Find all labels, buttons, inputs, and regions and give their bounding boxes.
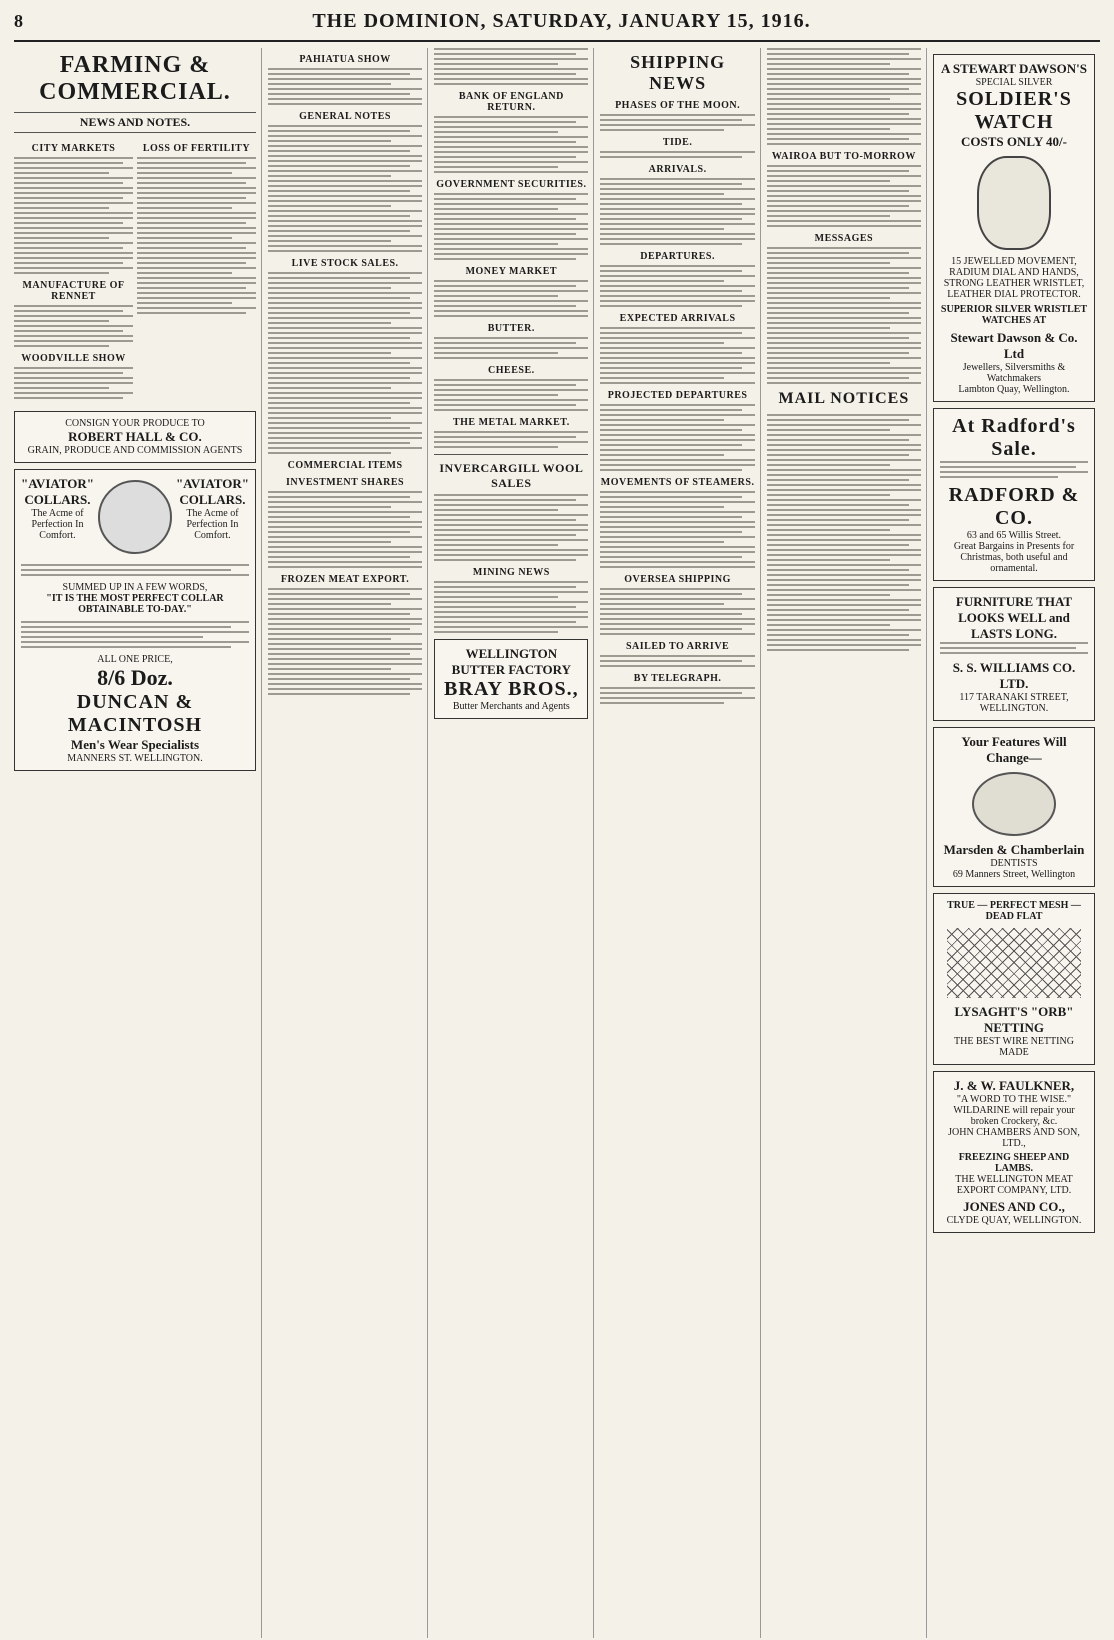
column-2 — [268, 48, 428, 1638]
overseas-heading: OVERSEA SHIPPING — [624, 574, 731, 585]
rennet-heading: MANUFACTURE OF RENNET — [22, 280, 125, 302]
misc-ads — [933, 1071, 1095, 1233]
special-silver: SPECIAL SILVER — [975, 77, 1053, 88]
column-5 — [767, 48, 927, 1638]
manners-st: 69 Manners Street, Wellington — [952, 869, 1076, 880]
frozen-meat-heading: FROZEN MEAT EXPORT. — [280, 574, 410, 585]
soldiers-watch: SOLDIER'S WATCH — [956, 88, 1072, 133]
great-bargains: Great Bargains in Presents for Christmas, both useful and ornamental. — [953, 541, 1075, 574]
netting-illustration — [947, 928, 1080, 998]
clyde: CLYDE QUAY, WELLINGTON. — [946, 1215, 1082, 1226]
arrivals-heading: ARRIVALS. — [648, 164, 707, 175]
bray-bros: BRAY BROS., — [444, 678, 579, 700]
column-6-ads — [933, 48, 1100, 1638]
grain-text: GRAIN, PRODUCE AND COMMISSION AGENTS — [27, 445, 243, 456]
govt-securities-heading: GOVERNMENT SECURITIES. — [436, 179, 587, 190]
meat-export: THE WELLINGTON MEAT EXPORT COMPANY, LTD. — [955, 1174, 1073, 1196]
projected-heading: PROJECTED DEPARTURES — [607, 390, 748, 401]
summed-text: SUMMED UP IN A FEW WORDS, — [62, 582, 208, 593]
expected-heading: EXPECTED ARRIVALS — [619, 313, 736, 324]
costs-only: COSTS ONLY 40/- — [961, 134, 1067, 149]
live-stock-heading: LIVE STOCK SALES. — [291, 258, 399, 269]
jones: JONES AND CO., — [963, 1199, 1065, 1214]
lysaght-ad — [933, 893, 1095, 1065]
dentists: DENTISTS — [990, 858, 1038, 869]
section-title: FARMING & COMMERCIAL. — [39, 52, 231, 105]
movements-heading: MOVEMENTS OF STEAMERS. — [600, 477, 755, 488]
radford-name: RADFORD & CO. — [948, 484, 1080, 529]
stewart-heading: A STEWART DAWSON'S — [941, 61, 1087, 76]
butter-factory-title: WELLINGTON BUTTER FACTORY — [451, 646, 571, 677]
moon-heading: PHASES OF THE MOON. — [615, 100, 741, 111]
wildarine: WILDARINE will repair your broken Crockery, &c. — [953, 1105, 1075, 1127]
money-market-heading: MONEY MARKET — [465, 266, 558, 277]
fertility-heading: LOSS OF FERTILITY — [142, 143, 251, 154]
one-price: ALL ONE PRICE, — [97, 654, 173, 665]
bank-heading: BANK OF ENGLAND RETURN. — [458, 91, 564, 113]
stewart-dawson-ad — [933, 54, 1095, 402]
metal-heading: THE METAL MARKET. — [452, 417, 570, 428]
column-3 — [434, 48, 594, 1638]
face-illustration — [972, 772, 1056, 836]
superior-text: SUPERIOR SILVER WRISTLET WATCHES AT — [940, 304, 1088, 326]
collar-illustration — [98, 480, 172, 554]
radford-ad — [933, 408, 1095, 581]
cheese-heading: CHEESE. — [488, 365, 535, 376]
furniture-title: FURNITURE THAT LOOKS WELL and LASTS LONG. — [955, 594, 1073, 641]
page-number: 8 — [14, 11, 23, 31]
aviator-right-title: "AVIATOR" COLLARS. — [175, 476, 249, 507]
radford-title: At Radford's Sale. — [952, 415, 1076, 460]
jewellers: Jewellers, Silversmiths & Watchmakers — [962, 362, 1066, 384]
aviator-collars-ad — [14, 469, 256, 771]
marsden: Marsden & Chamberlain — [943, 842, 1085, 857]
general-notes-heading: GENERAL NOTES — [299, 111, 391, 122]
column-4 — [600, 48, 760, 1638]
telegraph-heading: BY TELEGRAPH. — [633, 673, 722, 684]
masthead-title: THE DOMINION, SATURDAY, JANUARY 15, 1916. — [312, 10, 811, 32]
duncan-macintosh: DUNCAN & MACINTOSH — [67, 691, 203, 736]
watch-illustration — [977, 156, 1051, 250]
stewart-co: Stewart Dawson & Co. Ltd — [950, 330, 1078, 361]
city-markets-heading: CITY MARKETS — [31, 143, 116, 154]
wire-netting: THE BEST WIRE NETTING MADE — [954, 1036, 1074, 1058]
bray-bros-ad — [434, 639, 588, 719]
acme-left: The Acme of Perfection In Comfort. — [31, 508, 84, 541]
freezing: FREEZING SHEEP AND LAMBS. — [958, 1152, 1070, 1174]
aviator-left-title: "AVIATOR" COLLARS. — [21, 476, 94, 507]
commercial-heading: COMMERCIAL ITEMS — [287, 460, 403, 471]
invercargill-heading: INVERCARGILL WOOL SALES — [439, 461, 584, 490]
pahiatua-heading: PAHIATUA SHOW — [299, 54, 391, 65]
tide-heading: TIDE. — [662, 137, 693, 148]
jewelled-text: 15 JEWELLED MOVEMENT, RADIUM DIAL AND HANDS, STRONG LEATHER WRISTLET, LEATHER DIAL PROTECTOR. — [943, 256, 1085, 300]
acme-right: The Acme of Perfection In Comfort. — [186, 508, 239, 541]
john-chambers: JOHN CHAMBERS AND SON, LTD., — [948, 1127, 1080, 1149]
williams-ad — [933, 587, 1095, 721]
shipping-title: SHIPPING NEWS — [630, 52, 726, 93]
masthead — [14, 10, 1100, 42]
true-mesh: TRUE — PERFECT MESH — DEAD FLAT — [947, 900, 1081, 922]
williams-name: S. S. WILLIAMS CO. LTD. — [952, 660, 1076, 691]
collar-price: 8/6 Doz. — [97, 665, 173, 690]
marsden-ad — [933, 727, 1095, 887]
mail-notices-title: MAIL NOTICES — [778, 390, 910, 407]
wairoa-heading: WAIROA BUT TO-MORROW — [771, 151, 916, 162]
consign-text: CONSIGN YOUR PRODUCE TO — [65, 418, 205, 429]
woodville-heading: WOODVILLE SHOW — [21, 353, 126, 364]
mens-wear: Men's Wear Specialists — [70, 737, 199, 752]
lysaght: LYSAGHT'S "ORB" NETTING — [954, 1004, 1074, 1035]
robert-hall-ad — [14, 411, 256, 463]
perfect-quote: "IT IS THE MOST PERFECT COLLAR OBTAINABLE TO-DAY." — [46, 593, 224, 615]
investment-heading: INVESTMENT SHARES — [286, 477, 405, 488]
mining-heading: MINING NEWS — [472, 567, 550, 578]
butter-heading: BUTTER. — [487, 323, 535, 334]
departures-heading: DEPARTURES. — [640, 251, 715, 262]
word-wise: "A WORD TO THE WISE." — [956, 1094, 1072, 1105]
robert-hall-name: ROBERT HALL & CO. — [68, 429, 202, 444]
lambton: Lambton Quay, Wellington. — [958, 384, 1070, 395]
manners-address: MANNERS ST. WELLINGTON. — [67, 753, 203, 764]
willis: 63 and 65 Willis Street. — [966, 530, 1062, 541]
butter-merchants: Butter Merchants and Agents — [452, 701, 570, 712]
news-notes-heading: NEWS AND NOTES. — [14, 112, 256, 133]
faulkner: J. & W. FAULKNER, — [953, 1078, 1075, 1093]
column-1 — [14, 48, 262, 1638]
messages-heading: MESSAGES — [814, 233, 874, 244]
taranaki: 117 TARANAKI STREET, WELLINGTON. — [959, 692, 1069, 714]
features-title: Your Features Will Change— — [961, 734, 1067, 765]
sailed-heading: SAILED TO ARRIVE — [625, 641, 730, 652]
